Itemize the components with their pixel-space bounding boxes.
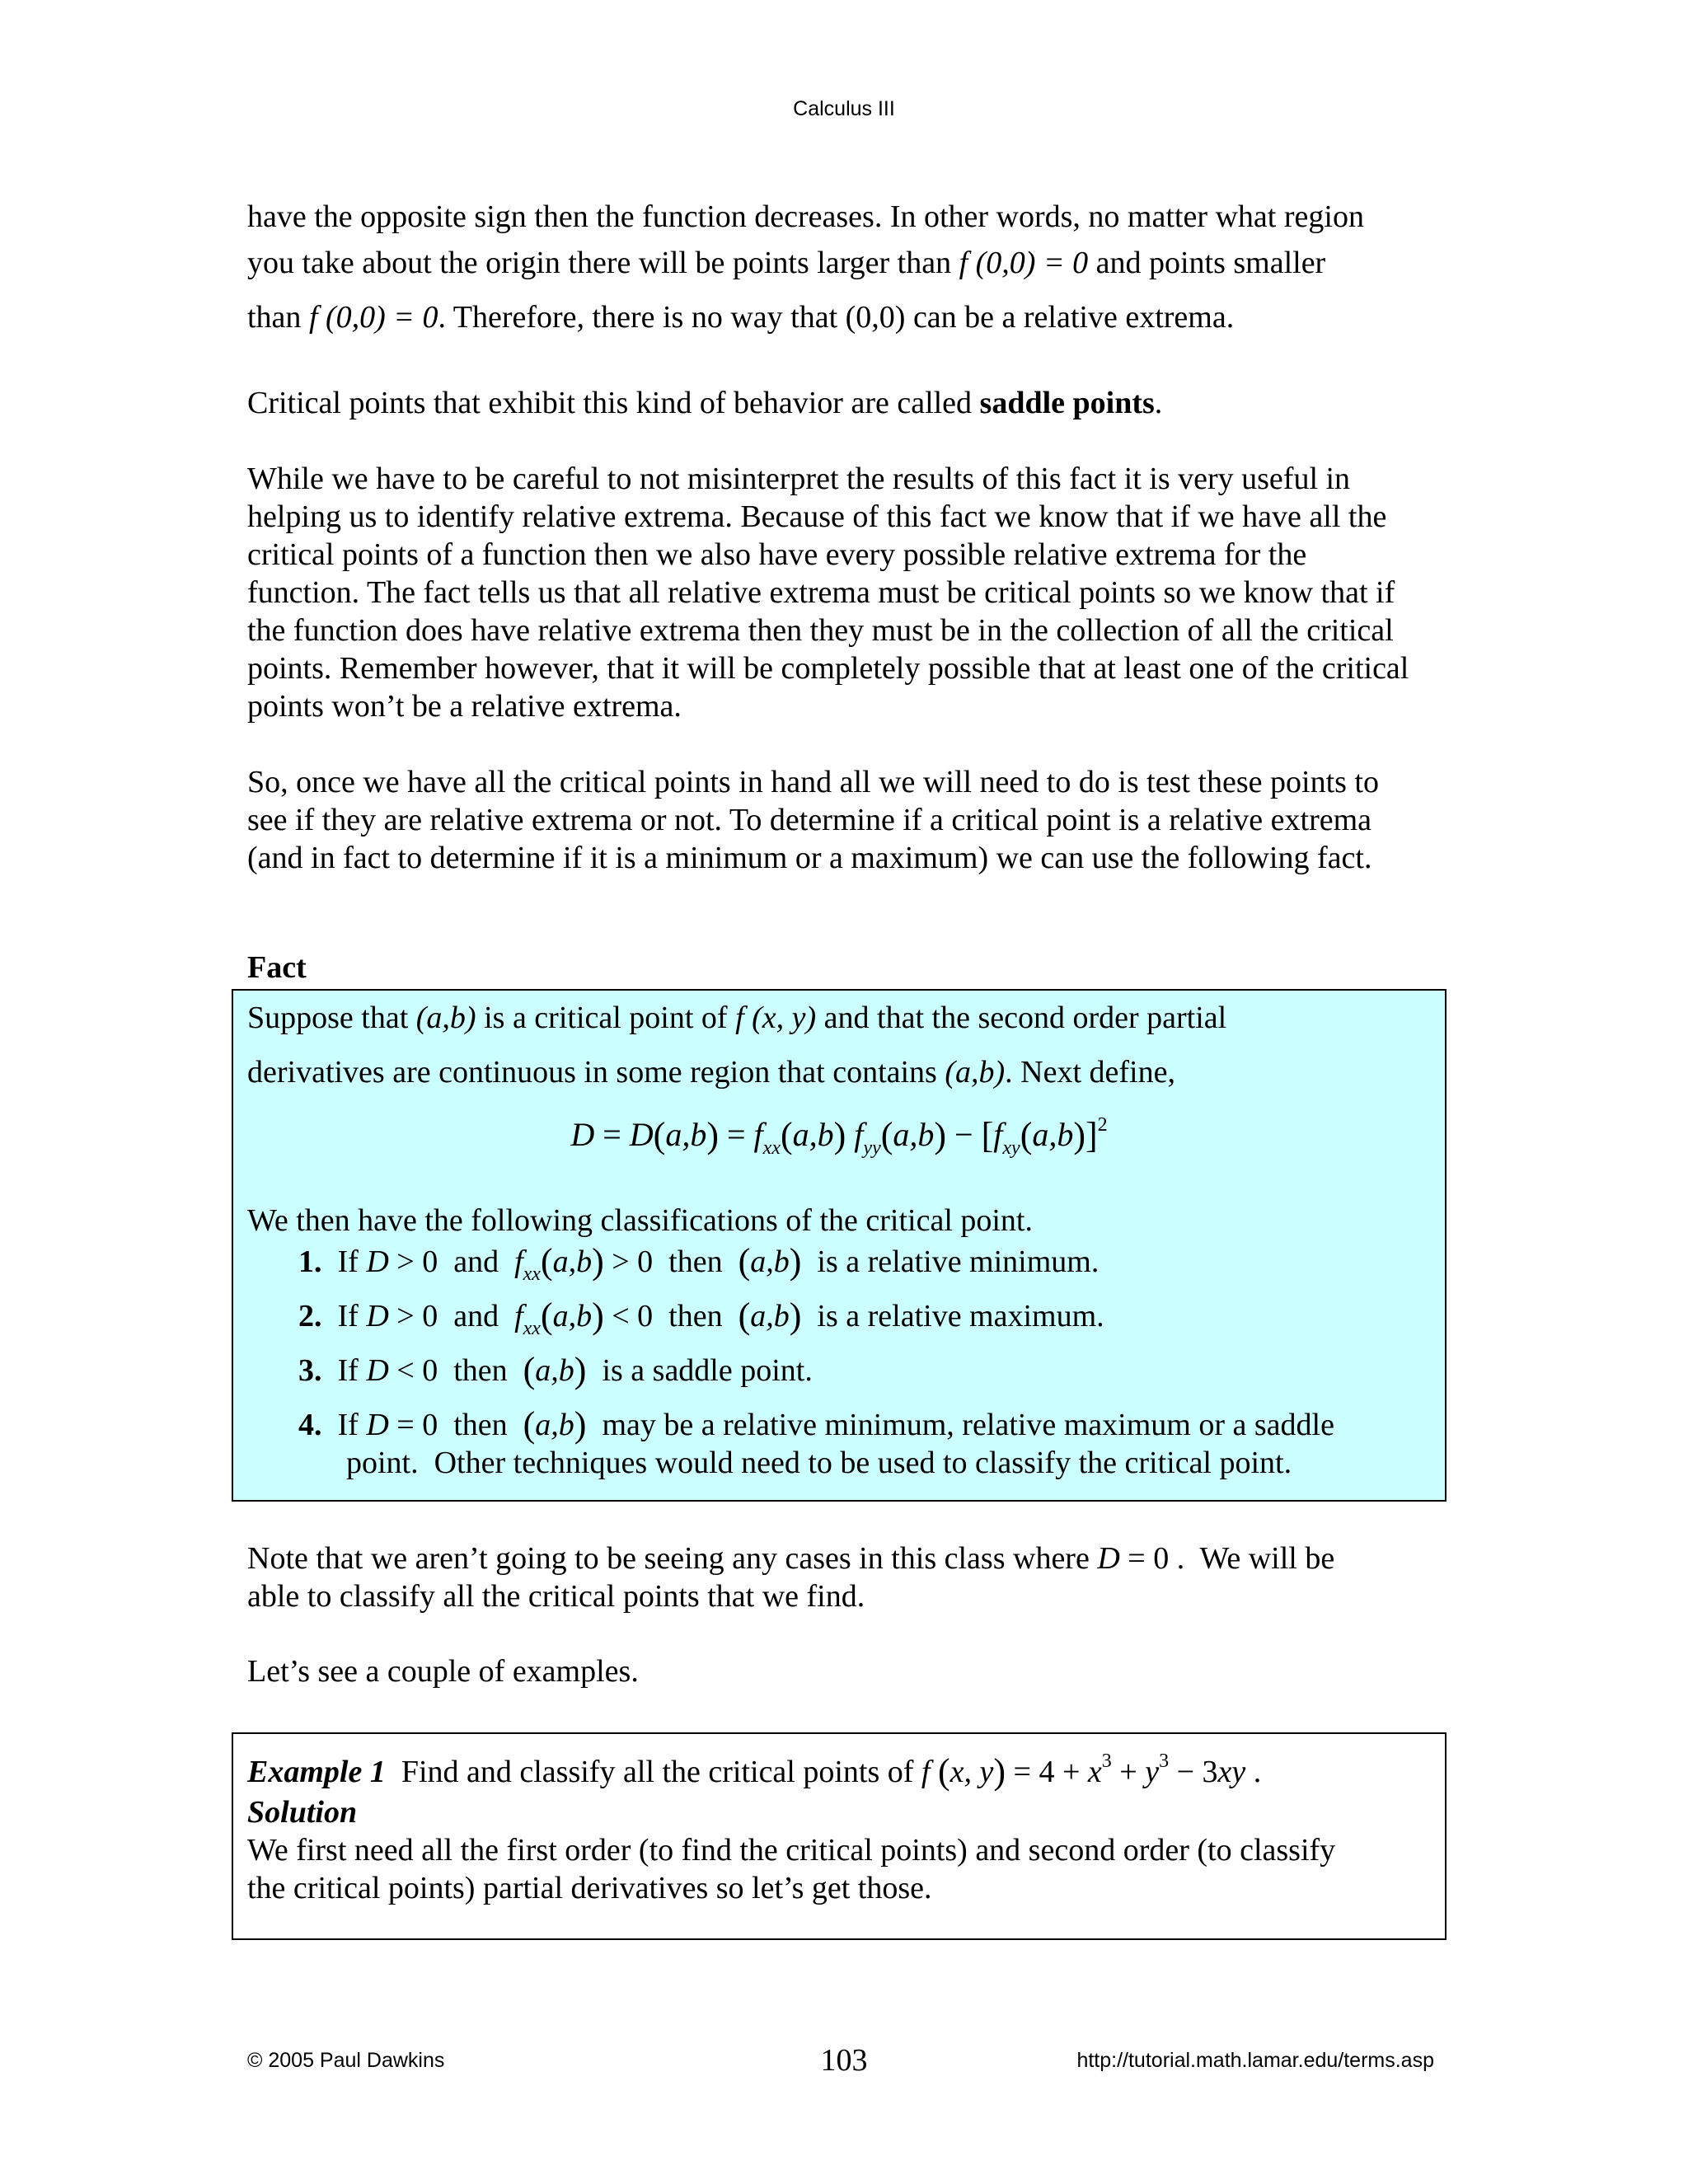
fact-item-4: 4. If D = 0 then (a,b) may be a relative minimum, relative maximum or a saddle point. Other techniques would need to be used to classify the critical point. <box>298 1404 1334 1480</box>
fact-line-2: derivatives are continuous in some region that contains (a,b). Next define, <box>247 1055 1175 1090</box>
page-number: 103 <box>820 2043 868 2078</box>
lets-see-paragraph: Let’s see a couple of examples. <box>247 1654 639 1689</box>
test-paragraph: So, once we have all the critical points in hand all we will need to do is test these points to see if they are relative extrema or not. To determine if a critical point is a relative extrema (and in fact to determine if it is a minimum or a maximum) we can use the following fact. <box>247 765 1379 875</box>
solution-text: We first need all the first order (to find the critical points) and second order (to classify the critical points) partial derivatives so let’s get those. <box>247 1833 1336 1905</box>
intro-paragraph <box>247 198 1467 336</box>
fact-box <box>232 989 1447 1502</box>
fact-formula: $D = D(a,b) = f_{xx}(a,b) f_{yy}(a,b) - [f_{xy}(a,b)]^2$ <box>570 1114 1108 1159</box>
fact-item-3: 3. If D < 0 then (a,b) is a saddle point. <box>298 1350 813 1390</box>
running-header: Calculus III <box>793 97 895 120</box>
example-label: Example 1 <box>247 1755 386 1789</box>
intro-line-3: than f (0,0) = 0. Therefore, there is no way that (0,0) can be a relative extrema. <box>247 300 1235 335</box>
note-paragraph: Note that we aren’t going to be seeing any cases in this class where D = 0 . We will be able to classify all the critical points that we find. <box>247 1541 1335 1614</box>
saddle-term: saddle points <box>979 386 1155 420</box>
fact-item-2: 2. If D > 0 and $f_{xx}(a,b) < 0$ then (a,b) is a relative maximum. <box>298 1296 1104 1339</box>
fact-label: Fact <box>247 950 307 985</box>
fact-item-1: 1. If D > 0 and $f_{xx}(a,b) > 0$ then (a,b) is a relative minimum. <box>298 1241 1100 1285</box>
footer-url[interactable]: http://tutorial.math.lamar.edu/terms.asp <box>1076 2049 1434 2072</box>
example-box <box>232 1732 1447 1940</box>
intro-line-1: have the opposite sign then the function decreases. In other words, no matter what region <box>247 199 1364 234</box>
saddle-paragraph: Critical points that exhibit this kind of behavior are called saddle points. <box>247 386 1163 420</box>
footer-copyright: © 2005 Paul Dawkins <box>247 2049 445 2072</box>
copyright-icon: © <box>247 2049 263 2072</box>
example-header: Example 1 Find and classify all the critical points of f (x, $y) = 4 + x^3 + y^3 - 3xy$ . <box>247 1750 1262 1792</box>
math-f00-2: f (0,0) = 0 <box>308 300 438 335</box>
math-f00-1: f (0,0) = 0 <box>959 246 1089 280</box>
math-origin: (0,0) <box>845 300 906 335</box>
useful-paragraph: While we have to be careful to not misinterpret the results of this fact it is very useful in helping us to identify relative extrema. Because of this fact we know that if we have all the critical points of a function then we also have every possible relative extrema for the function. The fact tells us that all relative extrema must be critical points so we know that if the function does have relative extrema then they must be in the collection of all the critical points. Remember however, that it will be completely possible that at least one of the critical points won’t be a relative extrema. <box>247 462 1409 724</box>
fact-line-1: Suppose that (a,b) is a critical point of f (x, y) and that the second order partial <box>247 1001 1227 1035</box>
fact-classify-intro: We then have the following classifications of the critical point. <box>247 1203 1033 1238</box>
solution-label: Solution <box>247 1795 358 1830</box>
intro-line-2: you take about the origin there will be points larger than f (0,0) = 0 and points smaller <box>247 246 1326 280</box>
